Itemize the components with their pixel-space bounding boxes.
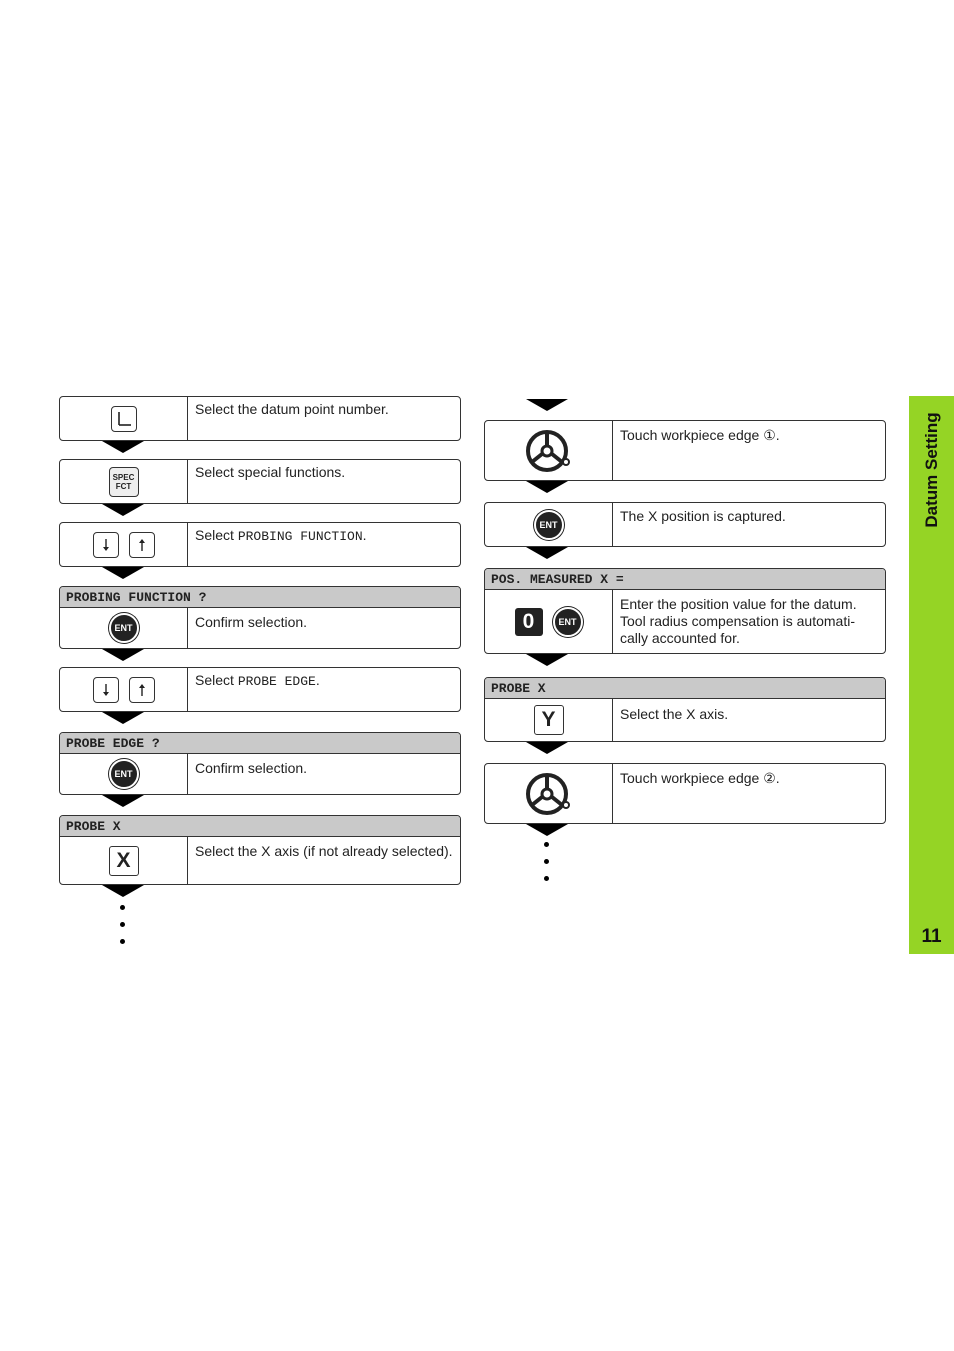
keys-area [60, 397, 188, 440]
keys-area [485, 421, 613, 480]
spec-fct-key[interactable] [109, 467, 139, 497]
continuation-dot [120, 905, 125, 910]
flow-arrow [102, 795, 144, 807]
step-text [195, 672, 320, 690]
step-text: Touch workpiece edge ②. [620, 770, 780, 786]
text-prefix: Select [195, 527, 238, 543]
arrow-up-icon [136, 682, 148, 698]
arrow-up-key[interactable] [129, 532, 155, 558]
flow-arrow [102, 885, 144, 897]
datum-key[interactable] [111, 406, 137, 432]
keys-area [485, 590, 613, 653]
handwheel-icon [525, 427, 573, 475]
chapter-tab [909, 396, 954, 954]
continuation-dot [120, 939, 125, 944]
flow-arrow [526, 824, 568, 836]
text-line: Tool radius compensation is automati- [620, 613, 856, 629]
continuation-dot [120, 922, 125, 927]
flow-arrow [526, 742, 568, 754]
page-number: 11 [921, 926, 942, 947]
step-confirm-probing-function [59, 586, 461, 649]
step-select-datum [59, 396, 461, 441]
flow-arrow [102, 649, 144, 661]
y-axis-key[interactable]: Y [534, 705, 564, 735]
step-select-probe-edge [59, 667, 461, 712]
flow-arrow [526, 547, 568, 559]
fct-key-label: FCT [115, 481, 132, 491]
step-special-functions [59, 459, 461, 504]
arrow-down-icon [100, 537, 112, 553]
text-line: cally accounted for. [620, 630, 740, 646]
keys-area [60, 608, 188, 648]
step-confirm-probe-edge [59, 732, 461, 795]
display-prompt: POS. MEASURED X = [485, 569, 885, 590]
spec-key-label: SPEC [112, 472, 135, 482]
flow-arrow [102, 712, 144, 724]
ent-key[interactable]: ENT [109, 759, 139, 789]
ent-key[interactable]: ENT [534, 510, 564, 540]
step-text: Select the X axis (if not already selected). [195, 843, 453, 859]
display-prompt: PROBE X [485, 678, 885, 699]
step-text: Select special functions. [195, 464, 346, 480]
x-axis-key[interactable]: X [109, 846, 139, 876]
flow-arrow [102, 567, 144, 579]
flow-arrow [526, 399, 568, 411]
step-text: Touch workpiece edge ①. [620, 427, 780, 443]
function-name: PROBE EDGE [237, 674, 316, 689]
function-name: PROBING FUNCTION [237, 529, 363, 544]
handwheel-icon [525, 770, 573, 818]
text-suffix: . [362, 527, 367, 543]
text-suffix: . [315, 672, 320, 688]
section-title-area [909, 396, 954, 696]
arrow-up-icon [136, 537, 148, 553]
continuation-dot [544, 842, 549, 847]
keys-area [485, 699, 613, 741]
ent-key[interactable]: ENT [553, 607, 583, 637]
keys-area [60, 460, 188, 503]
flow-arrow [526, 481, 568, 493]
step-text: Select the datum point number. [195, 401, 389, 417]
step-touch-edge-1 [484, 420, 886, 481]
zero-key[interactable]: 0 [515, 608, 543, 636]
text-prefix: Select [195, 672, 238, 688]
arrow-down-icon [100, 682, 112, 698]
section-title: Datum Setting [921, 412, 941, 528]
step-enter-position-value [484, 568, 886, 654]
step-select-probing-function [59, 522, 461, 567]
flow-arrow [526, 654, 568, 666]
arrow-down-key[interactable] [93, 677, 119, 703]
keys-area [485, 503, 613, 546]
datum-icon [115, 410, 133, 428]
step-text [620, 596, 857, 647]
keys-area [60, 523, 188, 566]
keys-area [60, 668, 188, 711]
flow-arrow [102, 504, 144, 516]
step-select-x-axis [59, 815, 461, 885]
flow-arrow [102, 441, 144, 453]
step-select-axis [484, 677, 886, 742]
text-line: Enter the position value for the datum. [620, 596, 857, 612]
step-text [195, 527, 367, 545]
keys-area [60, 754, 188, 794]
display-prompt: PROBE EDGE ? [60, 733, 460, 754]
step-text: The X position is captured. [620, 508, 786, 524]
step-text: Confirm selection. [195, 760, 308, 776]
display-prompt: PROBING FUNCTION ? [60, 587, 460, 608]
arrow-up-key[interactable] [129, 677, 155, 703]
keys-area [60, 837, 188, 884]
display-prompt: PROBE X [60, 816, 460, 837]
step-position-captured [484, 502, 886, 547]
step-text: Select the X axis. [620, 706, 729, 722]
ent-key[interactable]: ENT [109, 613, 139, 643]
arrow-down-key[interactable] [93, 532, 119, 558]
continuation-dot [544, 859, 549, 864]
continuation-dot [544, 876, 549, 881]
step-touch-edge-2 [484, 763, 886, 824]
keys-area [485, 764, 613, 823]
step-text: Confirm selection. [195, 614, 308, 630]
